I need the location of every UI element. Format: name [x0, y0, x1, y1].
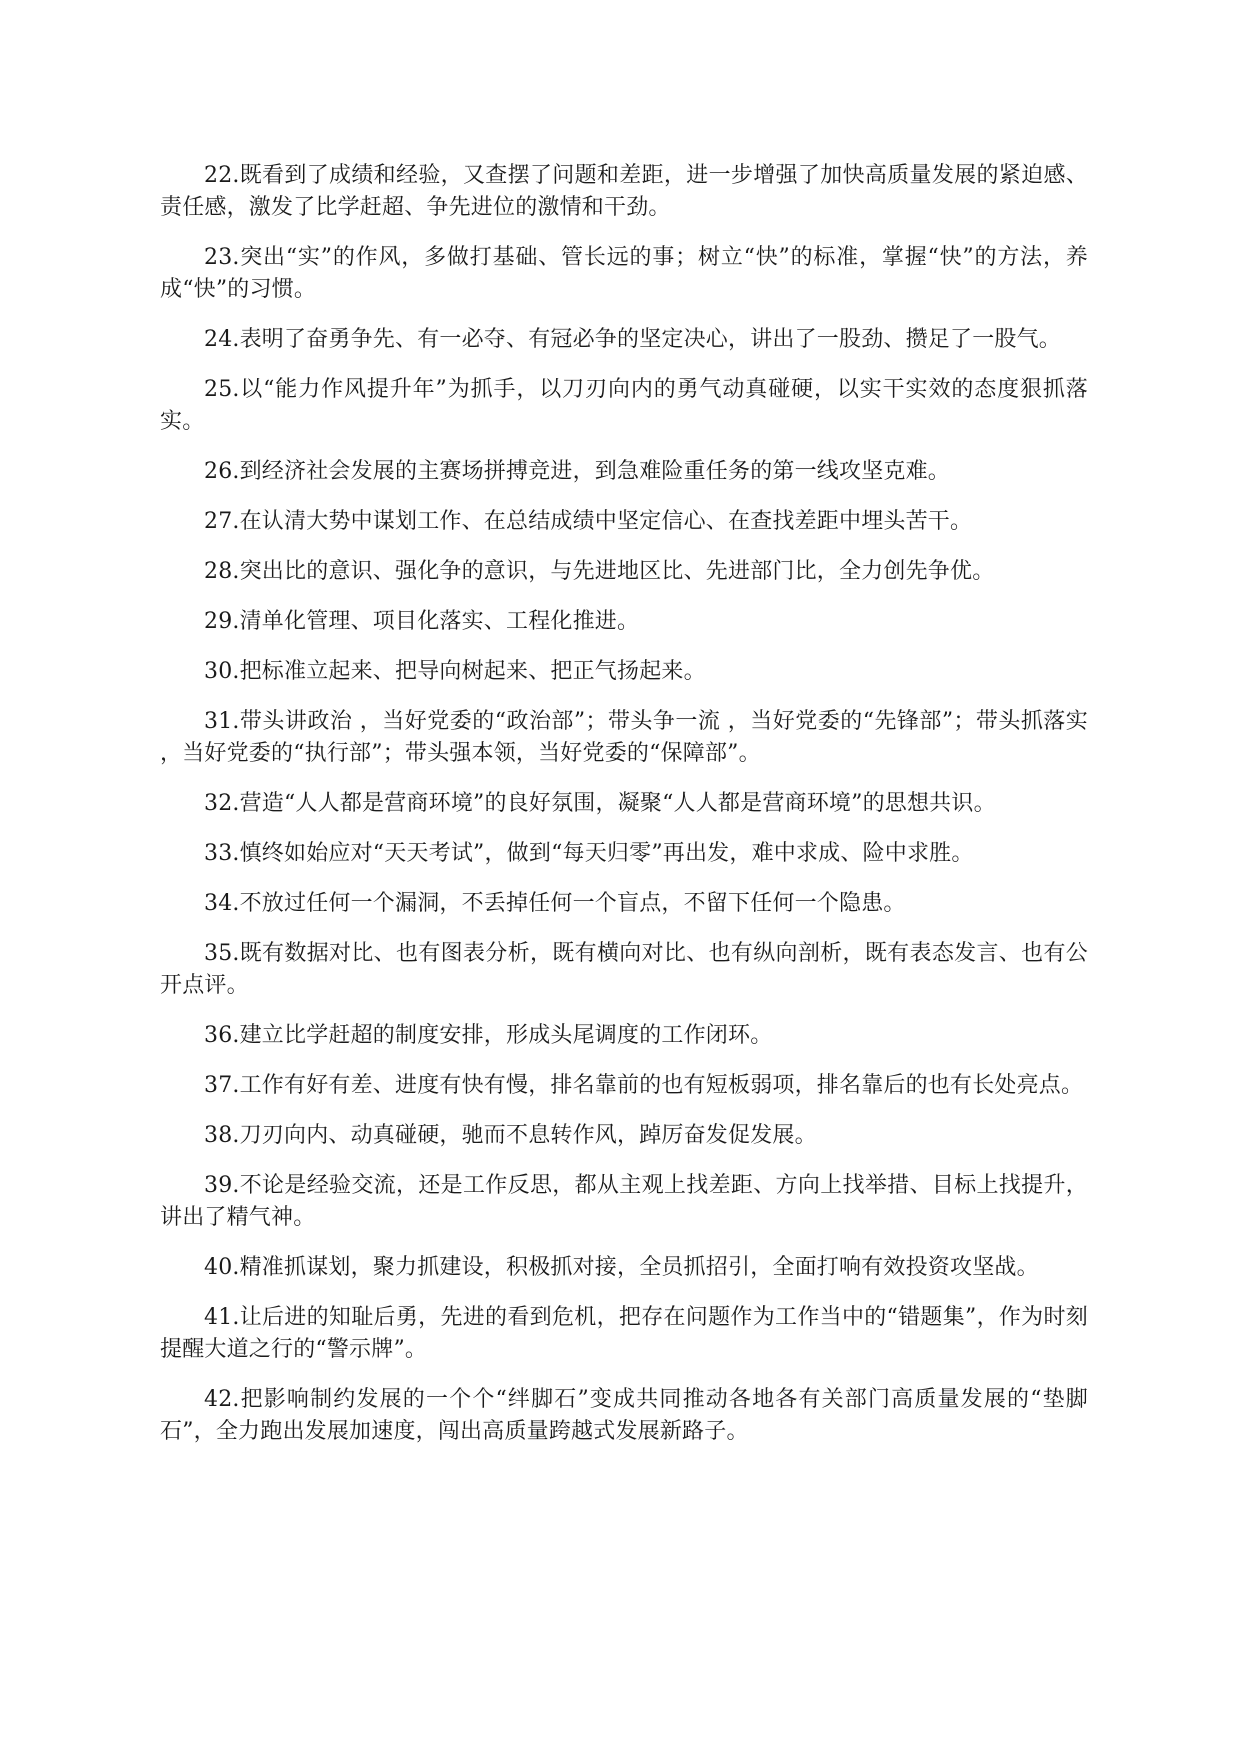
paragraph-29: 29.清单化管理、项目化落实、工程化推进。: [204, 609, 640, 634]
paragraph-24: 24.表明了奋勇争先、有一必夺、有冠必争的坚定决心，讲出了一股劲、攒足了一股气。: [204, 327, 1061, 352]
paragraph-23: 23.突出“实”的作风，多做打基础、管长远的事；树立“快”的标准，掌握“快”的方法，养成“快”的习惯。: [160, 245, 1088, 302]
paragraph-39: 39.不论是经验交流，还是工作反思，都从主观上找差距、方向上找举措、目标上找提升，讲出了精气神。: [160, 1173, 1088, 1230]
paragraph-27: 27.在认清大势中谋划工作、在总结成绩中坚定信心、在查找差距中埋头苦干。: [204, 509, 973, 534]
paragraph-26: 26.到经济社会发展的主赛场拼搏竞进，到急难险重任务的第一线攻坚克难。: [204, 459, 950, 484]
paragraph-34: 34.不放过任何一个漏洞，不丢掉任何一个盲点，不留下任何一个隐患。: [204, 891, 906, 916]
paragraph-30: 30.把标准立起来、把导向树起来、把正气扬起来。: [204, 659, 706, 684]
paragraph-41: 41.让后进的知耻后勇，先进的看到危机，把存在问题作为工作当中的“错题集”，作为时刻提醒大道之行的“警示牌”。: [160, 1305, 1088, 1362]
paragraph-33: 33.慎终如始应对“天天考试”，做到“每天归零”再出发，难中求成、险中求胜。: [204, 841, 974, 866]
paragraph-36: 36.建立比学赶超的制度安排，形成头尾调度的工作闭环。: [204, 1023, 773, 1048]
paragraph-38: 38.刀刃向内、动真碰硬，驰而不息转作风，踔厉奋发促发展。: [204, 1123, 817, 1148]
paragraph-35: 35.既有数据对比、也有图表分析，既有横向对比、也有纵向剖析，既有表态发言、也有公开点评。: [160, 941, 1088, 998]
paragraph-42: 42.把影响制约发展的一个个“绊脚石”变成共同推动各地各有关部门高质量发展的“垫脚石”，全力跑出发展加速度，闯出高质量跨越式发展新路子。: [160, 1387, 1088, 1444]
paragraph-37: 37.工作有好有差、进度有快有慢，排名靠前的也有短板弱项，排名靠后的也有长处亮点。: [204, 1073, 1084, 1098]
paragraph-22: 22.既看到了成绩和经验，又查摆了问题和差距，进一步增强了加快高质量发展的紧迫感、责任感，激发了比学赶超、争先进位的激情和干劲。: [160, 163, 1088, 220]
paragraph-25: 25.以“能力作风提升年”为抓手，以刀刃向内的勇气动真碰硬，以实干实效的态度狠抓落实。: [160, 377, 1088, 434]
paragraph-28: 28.突出比的意识、强化争的意识，与先进地区比、先进部门比，全力创先争优。: [204, 559, 995, 584]
paragraph-32: 32.营造“人人都是营商环境”的良好氛围，凝聚“人人都是营商环境”的思想共识。: [204, 791, 996, 816]
paragraph-40: 40.精准抓谋划，聚力抓建设，积极抓对接，全员抓招引，全面打响有效投资攻坚战。: [204, 1255, 1039, 1280]
paragraph-31: 31.带头讲政治 ，当好党委的“政治部”；带头争一流 ，当好党委的“先锋部”；带头抓落实 ，当好党委的“执行部”；带头强本领，当好党委的“保障部”。: [160, 709, 1088, 766]
document-body: [160, 160, 1088, 1466]
